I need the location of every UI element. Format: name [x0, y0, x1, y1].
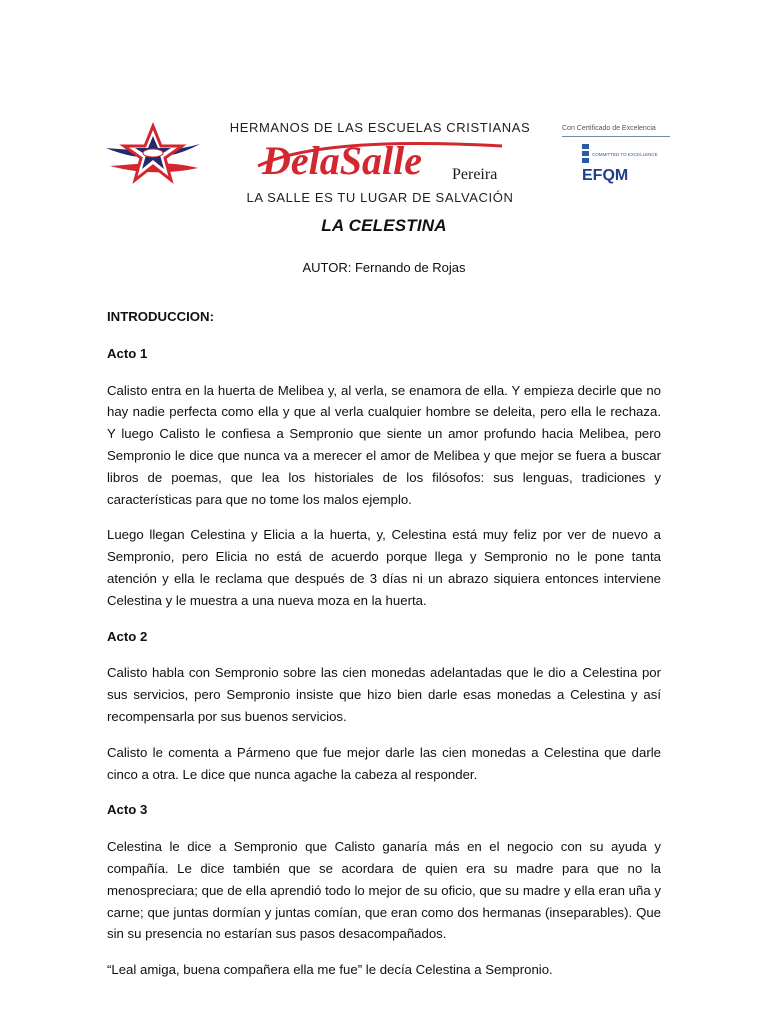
- slogan: LA SALLE ES TU LUGAR DE SALVACIÓN: [246, 190, 514, 205]
- efqm-logo: [580, 142, 658, 184]
- brand-name: DelaSalle: [262, 138, 422, 183]
- document-body: [107, 306, 661, 995]
- school-star-logo: [104, 124, 202, 188]
- section-heading: INTRODUCCION:: [107, 309, 214, 324]
- letterhead: [0, 0, 768, 215]
- efqm-label: EFQM: [582, 167, 629, 184]
- body-paragraph: Calisto le comenta a Pármeno que fue mejor darle las cien monedas a Celestina que darle cinco a otra. Le dice que nunca agache la cabeza al responder.: [107, 744, 661, 782]
- body-paragraph: “Leal amiga, buena compañera ella me fue” le decía Celestina a Sempronio.: [107, 962, 553, 978]
- section-heading: Acto 3: [107, 802, 148, 818]
- document-title: LA CELESTINA: [321, 216, 447, 235]
- efqm-tagline: COMMITTED TO EXCELLENCE: [592, 152, 658, 157]
- section-heading: Acto 2: [107, 628, 148, 644]
- document-author: AUTOR: Fernando de Rojas: [302, 260, 466, 275]
- body-paragraph: Calisto entra en la huerta de Melibea y, al verla, se enamora de ella. Y empieza decirle que no hay nadie perfecta como ella y que al verla cualquier hombre se deleita, pero ella le rechaza. Y luego Calisto le confiesa a Sempronio que siente un amor profundo hacia Melibea, pero Sempronio le dice que nunca va a merecer el amor de Melibea y que mejor se fuera a buscar libros de poemas, que lea los historiales de los filósofos: sus lenguas, tradiciones y características para que no tome los malos ejemplo.: [107, 382, 661, 507]
- body-paragraph: Celestina le dice a Sempronio que Calisto ganaría más en el negocio con su ayuda y compañía. Le dice también que se acordara de quien era su madre para que no la menospreciara; que de ella aprendió todo lo mejor de su oficio, que su madre y ella eran uña y carne; que juntas dormían y juntas comían, que eran como dos hermanas (inseparables). Que sin su presencia no estarían sus pasos desacompañados.: [107, 839, 661, 942]
- brand-city: Pereira: [452, 166, 498, 183]
- certificate-text: Con Certificado de Excelencia: [562, 125, 656, 132]
- organization-name: HERMANOS DE LAS ESCUELAS CRISTIANAS: [229, 120, 531, 135]
- body-paragraph: Luego llegan Celestina y Elicia a la huerta, y, Celestina está muy feliz por ver de nuevo a Sempronio, pero Elicia no está de acuerdo porque llega y Sempronio no le pone tanta atención y ella le reclama que después de 3 días ni un abrazo siquiera entonces interviene Celestina y le muestra a una nueva moza en la huerta.: [107, 527, 661, 608]
- body-paragraph: Calisto habla con Sempronio sobre las cien monedas adelantadas que le dio a Celestina por sus servicios, pero Sempronio insiste que hizo bien darle esas monedas a Celestina y así recompensarla por sus buenos servicios.: [107, 665, 661, 724]
- section-heading: Acto 1: [107, 345, 148, 361]
- certificate-divider: [562, 136, 670, 137]
